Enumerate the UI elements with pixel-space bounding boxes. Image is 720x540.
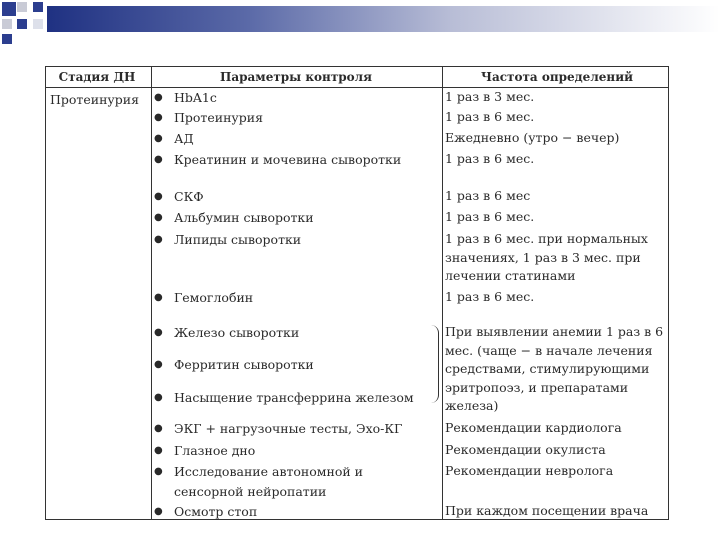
bullet-icon: ● <box>154 506 163 517</box>
group-brace <box>430 325 439 403</box>
bullet-icon: ● <box>154 133 163 144</box>
param-text: Альбумин сыворотки <box>174 210 314 225</box>
param-text: Ферритин сыворотки <box>174 357 314 372</box>
freq-cell: При каждом посещении врача <box>445 503 649 518</box>
param-text: Липиды сыворотки <box>174 232 302 247</box>
table-row <box>154 230 444 250</box>
bullet-icon: ● <box>154 445 163 456</box>
param-text: ЭКГ + нагрузочные тесты, Эхо-КГ <box>174 421 403 436</box>
corner-square <box>17 2 27 12</box>
header-stage: Стадия ДН <box>58 70 136 84</box>
bullet-icon: ● <box>154 292 163 303</box>
bullet-icon: ● <box>154 327 163 338</box>
bullet-icon: ● <box>154 112 163 123</box>
bullet-icon: ● <box>154 154 163 165</box>
corner-square <box>33 2 43 12</box>
corner-square <box>2 2 16 16</box>
param-text: Креатинин и мочевина сыворотки <box>174 152 402 167</box>
freq-cell: 1 раз в 6 мес. при нормальных значениях, 1 раз в 3 мес. при лечении статинами <box>445 231 648 283</box>
param-text: HbA1c <box>174 90 217 105</box>
freq-cell: 1 раз в 6 мес. <box>445 209 535 224</box>
table-row <box>154 129 444 149</box>
bullet-icon: ● <box>154 92 163 103</box>
table-header <box>46 67 668 88</box>
freq-cell: 1 раз в 6 мес. <box>445 289 535 304</box>
stage-cell: Протеинурия <box>50 92 139 107</box>
freq-cell: Рекомендации окулиста <box>445 442 606 457</box>
table-row <box>154 323 444 343</box>
table-row <box>154 108 444 128</box>
table-row <box>154 187 444 207</box>
freq-cell: 1 раз в 6 мес <box>445 188 531 203</box>
param-text: Протеинурия <box>174 110 263 125</box>
param-text: Глазное дно <box>174 443 256 458</box>
freq-cell: Рекомендации кардиолога <box>445 420 622 435</box>
bullet-icon: ● <box>154 359 163 370</box>
table-row <box>154 502 444 522</box>
monitoring-table <box>45 66 669 520</box>
bullet-icon: ● <box>154 234 163 245</box>
bullet-icon: ● <box>154 191 163 202</box>
freq-cell: Ежедневно (утро − вечер) <box>445 130 620 145</box>
header-params: Параметры контроля <box>220 70 372 84</box>
table-row <box>154 288 444 308</box>
param-text: Гемоглобин <box>174 290 254 305</box>
table-row <box>154 388 444 408</box>
header-frequency: Частота определений <box>481 70 633 84</box>
freq-cell: При выявлении анемии 1 раз в 6 мес. (чаще − в начале лечения средствами, стимулирующими эритропоэз, и препаратами железа) <box>445 324 664 413</box>
title-gradient-bar <box>47 6 720 32</box>
param-text: Насыщение трансферрина железом <box>174 390 414 405</box>
bullet-icon: ● <box>154 392 163 403</box>
freq-cell: 1 раз в 3 мес. <box>445 89 535 104</box>
table-row <box>154 208 444 228</box>
param-text: СКФ <box>174 189 204 204</box>
freq-cell: Рекомендации невролога <box>445 463 614 478</box>
table-row <box>154 441 444 461</box>
corner-square <box>2 34 12 44</box>
table-row <box>154 88 444 108</box>
freq-cell: 1 раз в 6 мес. <box>445 151 535 166</box>
freq-cell: 1 раз в 6 мес. <box>445 109 535 124</box>
corner-square <box>33 19 43 29</box>
table-row <box>154 355 444 375</box>
param-text: Исследование автономной и сенсорной нейропатии <box>174 464 363 499</box>
table-row <box>154 150 444 170</box>
column-divider <box>151 67 152 519</box>
bullet-icon: ● <box>154 423 163 434</box>
param-text: Железо сыворотки <box>174 325 300 340</box>
corner-square <box>2 19 12 29</box>
param-text: АД <box>174 131 194 146</box>
table-row <box>154 462 444 502</box>
bullet-icon: ● <box>154 466 163 477</box>
table-row <box>154 419 444 439</box>
corner-square <box>17 19 27 29</box>
param-text: Осмотр стоп <box>174 504 258 519</box>
bullet-icon: ● <box>154 212 163 223</box>
